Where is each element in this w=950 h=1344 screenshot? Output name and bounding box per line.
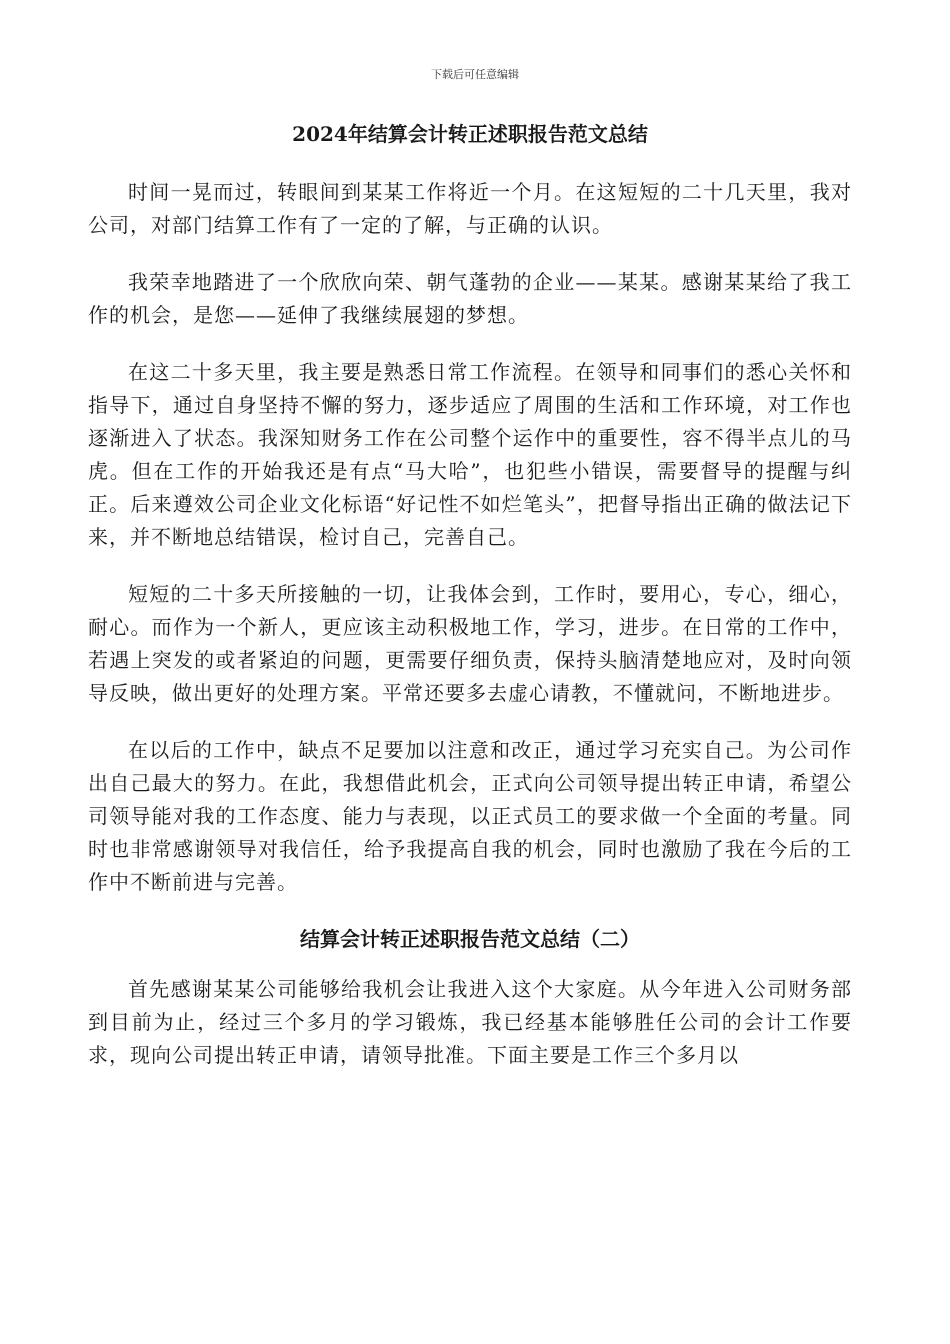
- paragraph: 首先感谢某某公司能够给我机会让我进入这个大家庭。从今年进入公司财务部到目前为止，经过三个多月的学习锻炼，我已经基本能够胜任公司的会计工作要求，现向公司提出转正申请，请领导批准。下面主要是工作三个多月以: [88, 977, 852, 1067]
- header-note: 下载后可任意编辑: [431, 68, 519, 81]
- paragraph: 我荣幸地踏进了一个欣欣向荣、朝气蓬勃的企业——某某。感谢某某给了我工作的机会，是您——延伸了我继续展翅的梦想。: [88, 270, 852, 327]
- paragraph: 时间一晃而过，转眼间到某某工作将近一个月。在这短短的二十几天里，我对公司，对部门结算工作有了一定的了解，与正确的认识。: [88, 180, 852, 237]
- document-body: [88, 118, 852, 1096]
- section-title: 结算会计转正述职报告范文总结（二）: [300, 927, 640, 951]
- paragraph: 短短的二十多天所接触的一切，让我体会到，工作时，要用心，专心，细心，耐心。而作为一个新人，更应该主动积极地工作，学习，进步。在日常的工作中，若遇上突发的或者紧迫的问题，更需要仔细负责，保持头脑清楚地应对，及时向领导反映，做出更好的处理方案。平常还要多去虚心请教，不懂就问，不断地进步。: [88, 582, 852, 705]
- document-title: 2024年结算会计转正述职报告范文总结: [292, 122, 648, 146]
- paragraph: 在这二十多天里，我主要是熟悉日常工作流程。在领导和同事们的悉心关怀和指导下，通过自身坚持不懈的努力，逐步适应了周围的生活和工作环境，对工作也逐渐进入了状态。我深知财务工作在公司整个运作中的重要性，容不得半点儿的马虎。但在工作的开始我还是有点“马大哈”，也犯些小错误，需要督导的提醒与纠正。后来遵效公司企业文化标语“好记性不如烂笔头”，把督导指出正确的做法记下来，并不断地总结错误，检讨自己，完善自己。: [88, 360, 852, 549]
- paragraph: 在以后的工作中，缺点不足要加以注意和改正，通过学习充实自己。为公司作出自己最大的努力。在此，我想借此机会，正式向公司领导提出转正申请，希望公司领导能对我的工作态度、能力与表现，以正式员工的要求做一个全面的考量。同时也非常感谢领导对我信任，给予我提高自我的机会，同时也激励了我在今后的工作中不断前进与完善。: [88, 738, 852, 894]
